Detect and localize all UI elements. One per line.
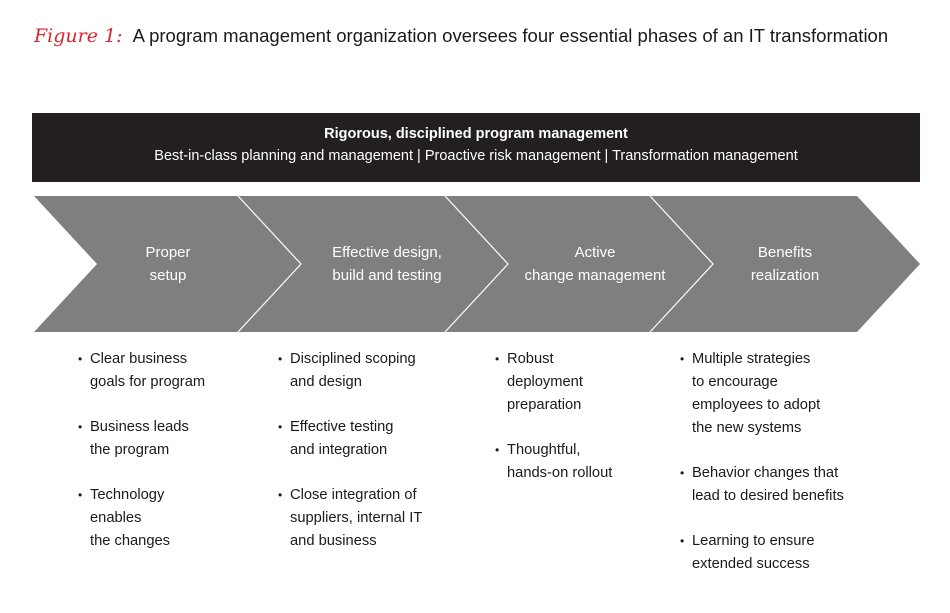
phase-label-change-management bbox=[525, 241, 666, 287]
bullet-line: • Technology bbox=[90, 487, 165, 503]
bullet-line: hands-on rollout bbox=[507, 465, 613, 481]
bullets-benefits-realization bbox=[680, 348, 844, 598]
bullet-item bbox=[495, 348, 612, 417]
bullets-design-build-test bbox=[278, 348, 422, 575]
phase-label-line: Proper bbox=[145, 244, 191, 261]
bullet-line: • Effective testing bbox=[290, 419, 394, 435]
bullet-item bbox=[278, 416, 422, 462]
bullet-line: deployment bbox=[507, 374, 583, 390]
bullets-proper-setup bbox=[78, 348, 205, 575]
bullet-line: • Close integration of bbox=[290, 487, 417, 503]
bullet-item bbox=[680, 530, 844, 576]
bullet-line: and design bbox=[290, 374, 362, 390]
bullet-line: enables bbox=[90, 510, 142, 526]
phase-label-line: Benefits bbox=[757, 244, 813, 261]
bullets-change-management bbox=[495, 348, 612, 507]
bullet-line: • Business leads bbox=[90, 419, 189, 435]
bullet-line: and business bbox=[290, 533, 377, 549]
banner-subheading: Best-in-class planning and management | Proactive risk management | Transformation management bbox=[154, 148, 798, 164]
figure-label: Figure 1: bbox=[34, 25, 123, 47]
figure-caption: A program management organization oversees four essential phases of an IT transformation bbox=[132, 25, 889, 46]
phase-label-design-build-test bbox=[332, 241, 442, 287]
bullet-item bbox=[278, 484, 422, 553]
bullet-line: the new systems bbox=[692, 420, 802, 436]
bullet-line: employees to adopt bbox=[692, 397, 821, 413]
banner-heading: Rigorous, disciplined program management bbox=[324, 126, 628, 142]
phase-label-line: setup bbox=[149, 267, 187, 284]
bullet-line: the program bbox=[90, 442, 170, 458]
phase-label-line: realization bbox=[750, 267, 820, 284]
bullet-line: to encourage bbox=[692, 374, 778, 390]
bullet-line: preparation bbox=[507, 397, 582, 413]
bullet-line: extended success bbox=[692, 556, 810, 572]
bullet-line: • Multiple strategies bbox=[692, 351, 811, 367]
bullet-item bbox=[495, 439, 612, 485]
bullet-line: goals for program bbox=[90, 374, 206, 390]
bullet-line: • Clear business bbox=[90, 351, 188, 367]
bullet-item bbox=[680, 462, 844, 508]
bullet-line: • Learning to ensure bbox=[692, 533, 815, 549]
bullet-line: the changes bbox=[90, 533, 171, 549]
phase-label-line: change management bbox=[524, 267, 666, 284]
bullet-item bbox=[680, 348, 844, 440]
phase-label-benefits-realization bbox=[751, 241, 819, 287]
bullet-item bbox=[78, 416, 205, 462]
bullet-item bbox=[278, 348, 422, 394]
bullet-line: and integration bbox=[290, 442, 388, 458]
phase-label-proper-setup bbox=[145, 241, 190, 287]
bullet-line: lead to desired benefits bbox=[692, 488, 844, 504]
bullet-line: suppliers, internal IT bbox=[290, 510, 423, 526]
bullet-line: • Robust bbox=[507, 351, 554, 367]
bullet-line: • Thoughtful, bbox=[507, 442, 581, 458]
phase-label-line: Effective design, bbox=[332, 244, 442, 261]
bullet-line: • Disciplined scoping bbox=[290, 351, 416, 367]
bullet-item bbox=[78, 484, 205, 553]
phase-label-line: build and testing bbox=[332, 267, 442, 284]
phase-label-line: Active bbox=[574, 244, 616, 261]
bullet-item bbox=[78, 348, 205, 394]
bullet-line: • Behavior changes that bbox=[692, 465, 839, 481]
